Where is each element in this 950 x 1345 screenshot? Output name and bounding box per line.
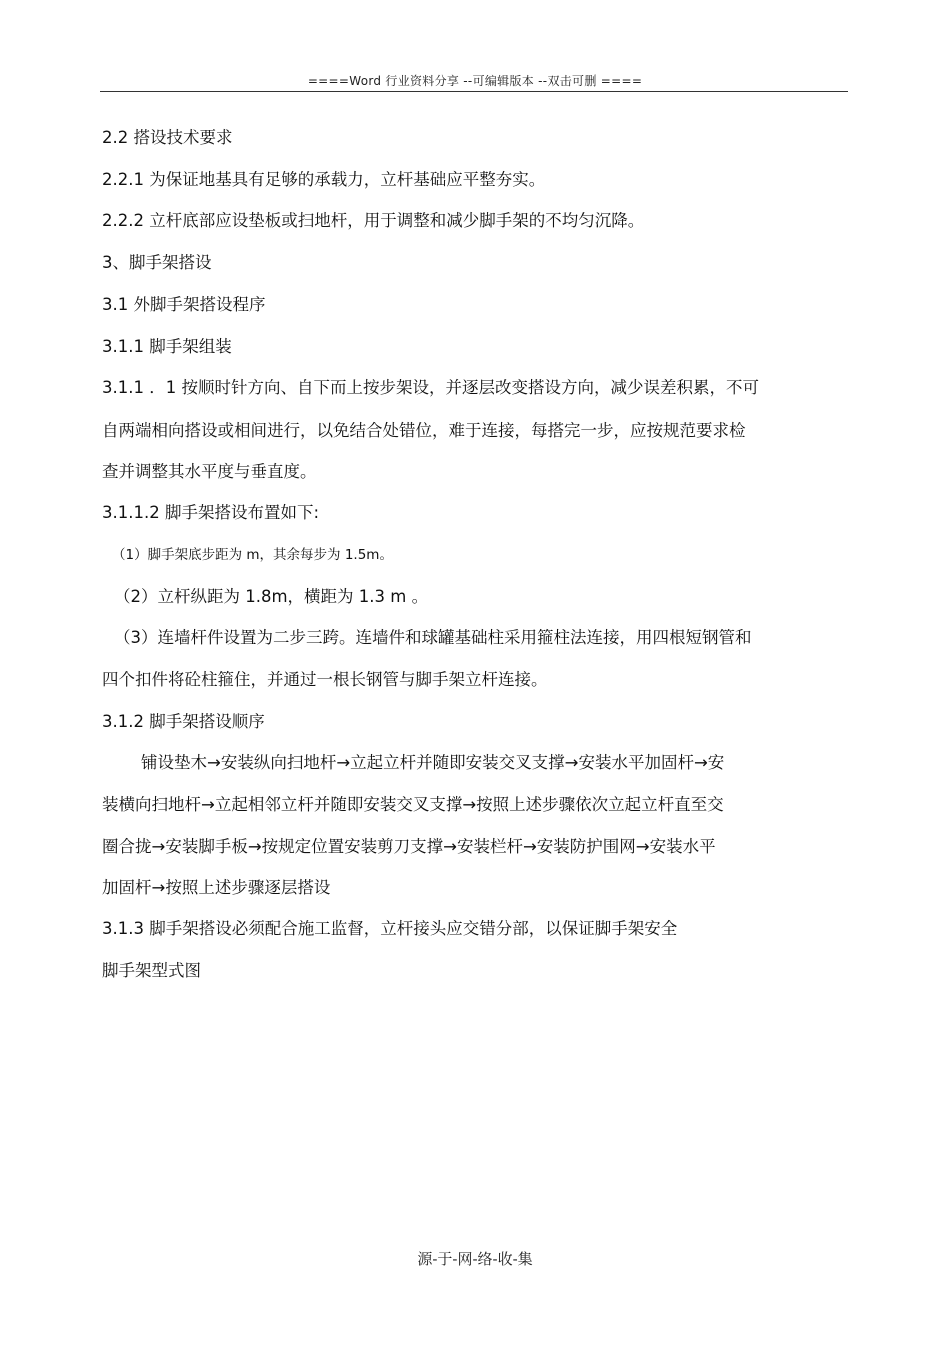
heading-3: 3、脚手架搭设 (102, 253, 212, 272)
list-item-3-line-1: （3）连墙杆件设置为二步三跨。连墙件和球罐基础柱采用箍柱法连接，用四根短钢管和 (114, 628, 752, 647)
list-item-3-line-2: 四个扣件将砼柱箍住，并通过一根长钢管与脚手架立杆连接。 (102, 670, 548, 689)
heading-3-1-1: 3.1.1 脚手架组装 (102, 337, 232, 356)
paragraph-2-2-1: 2.2.1 为保证地基具有足够的承载力，立杆基础应平整夯实。 (102, 170, 546, 189)
paragraph-3-1-1-1-line-2: 自两端相向搭设或相间进行，以免结合处错位，难于连接，每搭完一步，应按规范要求检 (102, 421, 746, 440)
page-footer: 源-于-网-络-收-集 (417, 1250, 533, 1268)
header-divider (100, 91, 848, 92)
sequence-paragraph-line-1: 铺设垫木→安装纵向扫地杆→立起立杆并随即安装交叉支撑→安装水平加固杆→安 (141, 753, 725, 772)
figure-caption: 脚手架型式图 (102, 961, 201, 980)
paragraph-3-1-3: 3.1.3 脚手架搭设必须配合施工监督，立杆接头应交错分部，以保证脚手架安全 (102, 919, 678, 938)
paragraph-3-1-1-1-line-3: 查并调整其水平度与垂直度。 (102, 462, 317, 481)
paragraph-3-1-1-1-line-1: 3.1.1 ．1 按顺时针方向、自下而上按步架设，并逐层改变搭设方向，减少误差积累，不可 (102, 378, 759, 397)
heading-3-1: 3.1 外脚手架搭设程序 (102, 295, 266, 314)
heading-3-1-2: 3.1.2 脚手架搭设顺序 (102, 712, 265, 731)
list-item-1: （1）脚手架底步距为 m，其余每步为 1.5m。 (112, 547, 393, 563)
sequence-paragraph-line-2: 装横向扫地杆→立起相邻立杆并随即安装交叉支撑→按照上述步骤依次立起立杆直至交 (102, 795, 724, 814)
sequence-paragraph-line-3: 圈合拢→安装脚手板→按规定位置安装剪刀支撑→安装栏杆→安装防护围网→安装水平 (102, 837, 716, 856)
paragraph-2-2-2: 2.2.2 立杆底部应设垫板或扫地杆，用于调整和减少脚手架的不均匀沉降。 (102, 211, 645, 230)
list-item-2: （2）立杆纵距为 1.8m，横距为 1.3 m 。 (114, 587, 429, 606)
page-header: ====Word 行业资料分享 --可编辑版本 --双击可删 ==== (307, 74, 643, 88)
heading-2-2: 2.2 搭设技术要求 (102, 128, 233, 147)
heading-3-1-1-2: 3.1.1.2 脚手架搭设布置如下: (102, 503, 320, 522)
sequence-paragraph-line-4: 加固杆→按照上述步骤逐层搭设 (102, 878, 331, 897)
